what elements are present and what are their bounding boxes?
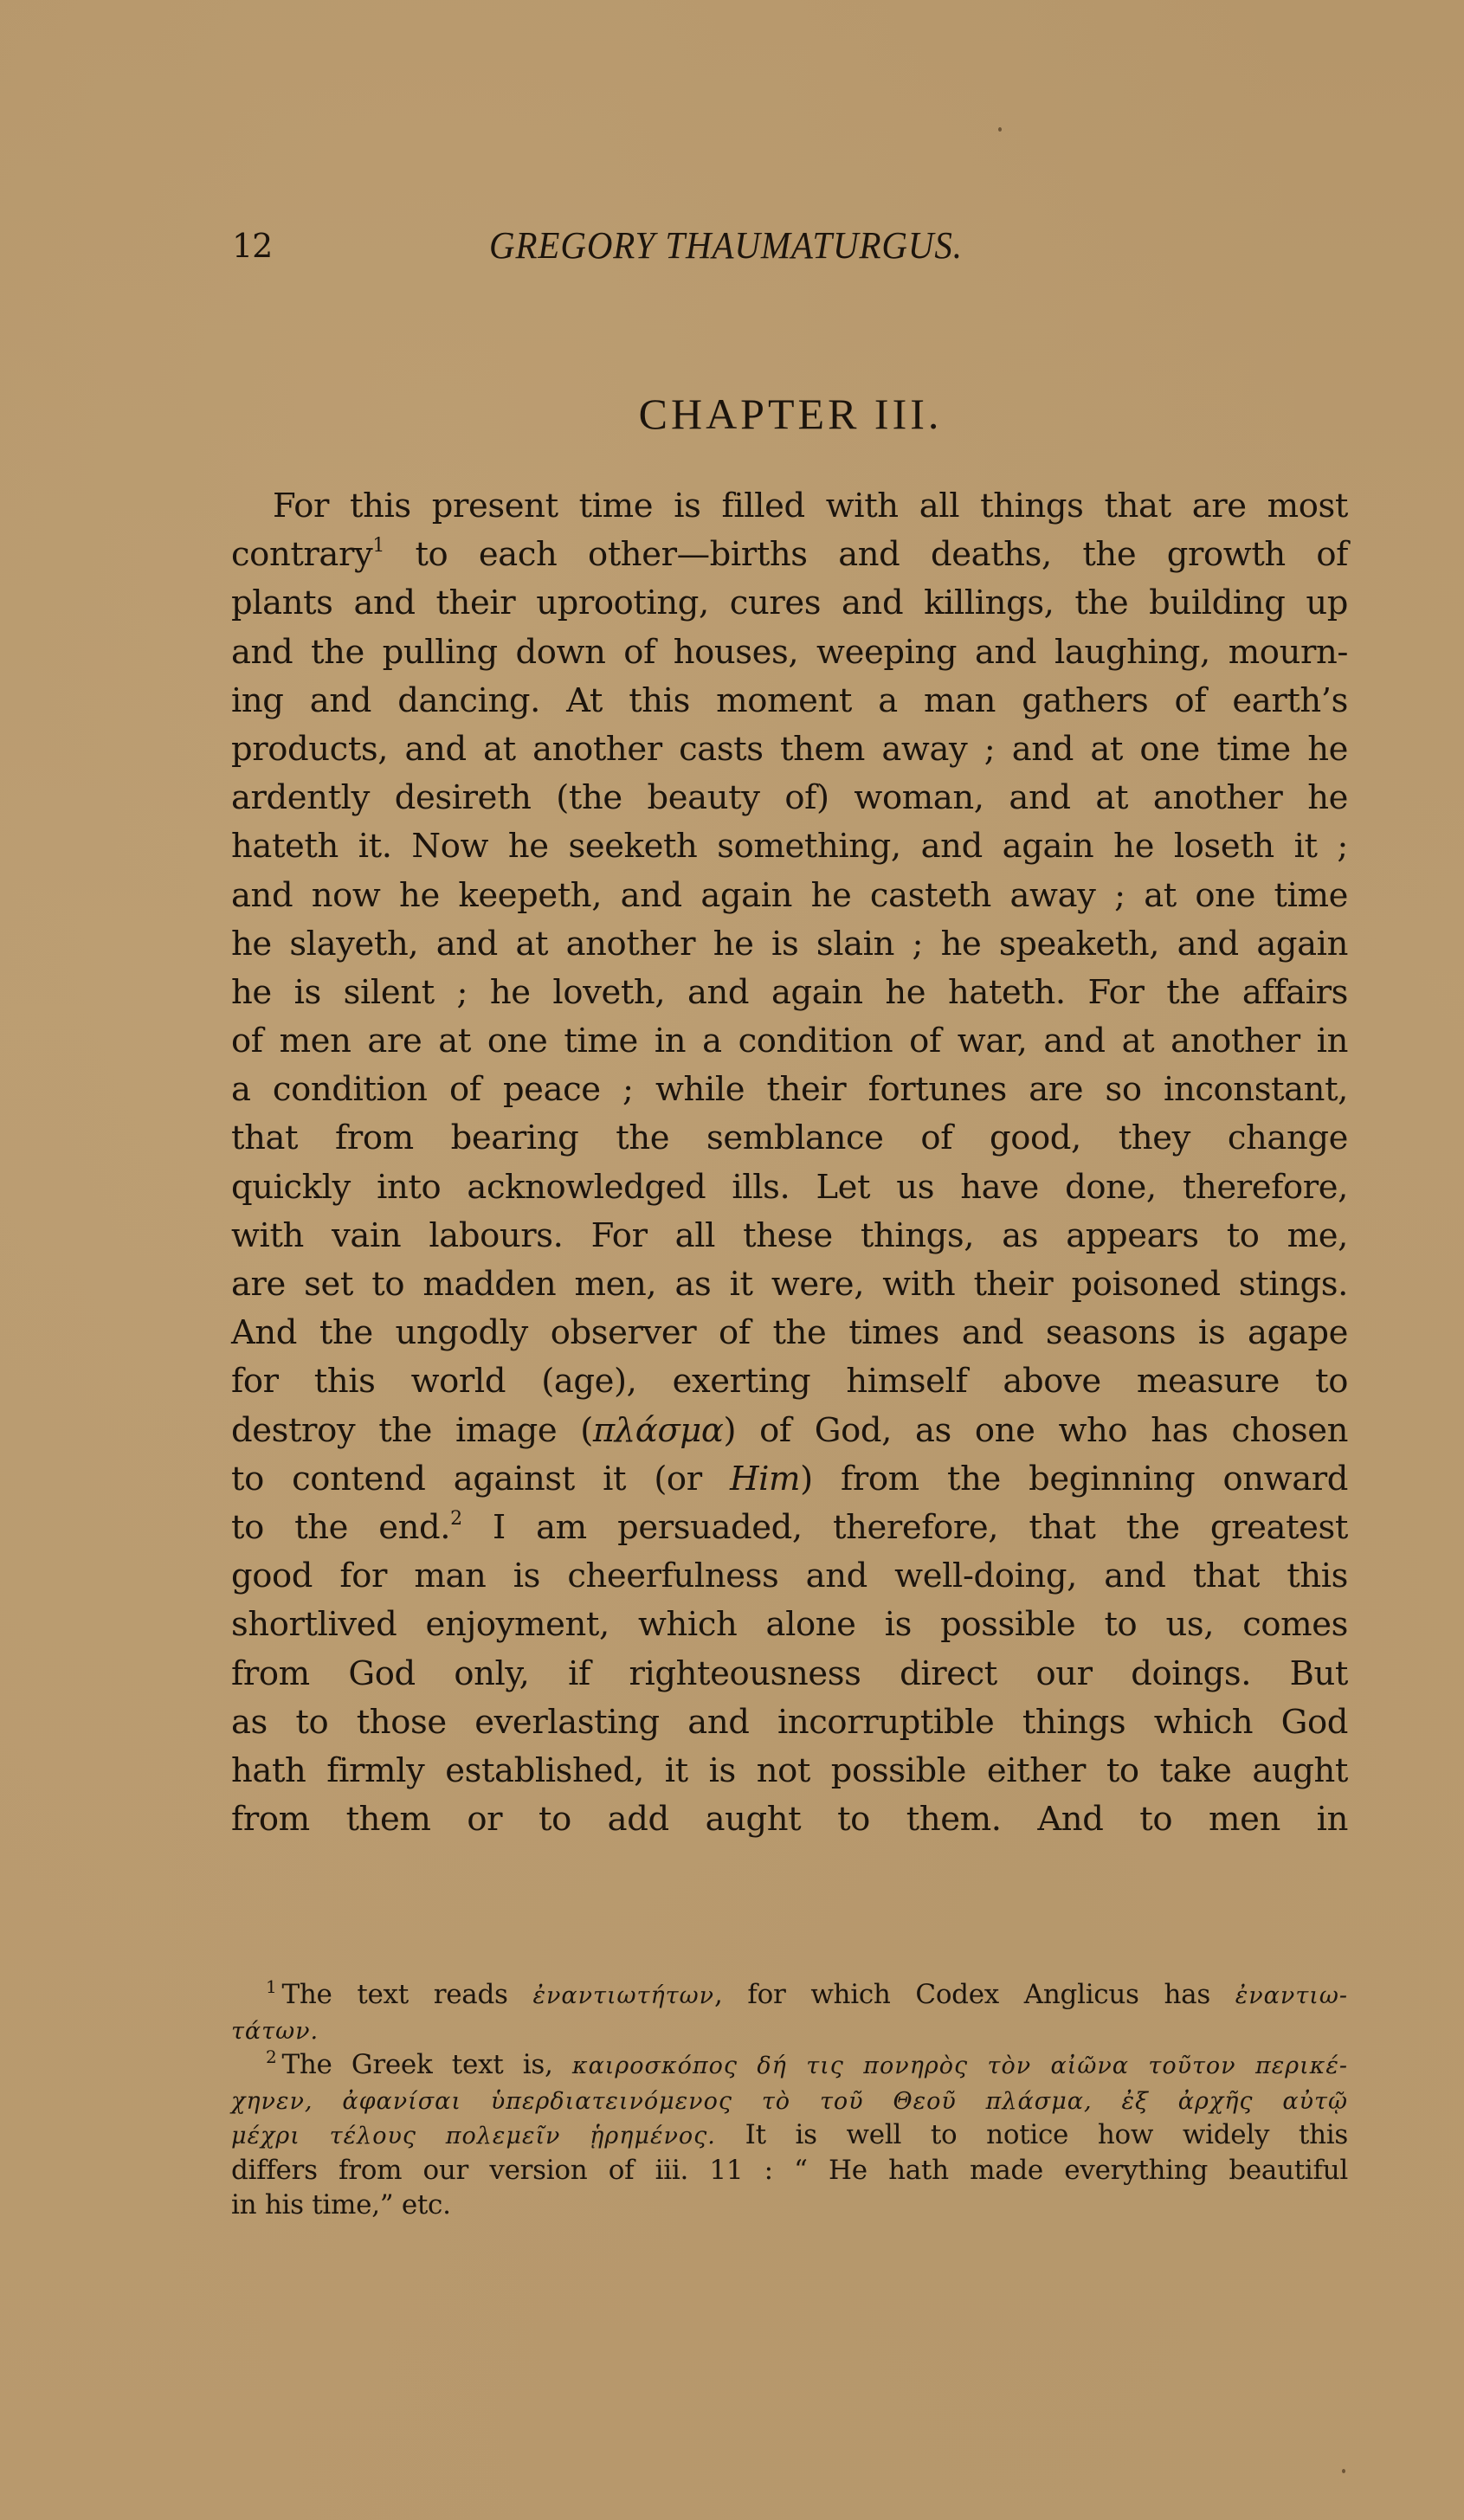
body-line <box>231 1114 1348 1163</box>
body-line <box>231 1017 1348 1066</box>
body-line <box>231 1212 1348 1260</box>
body-line <box>231 482 1348 531</box>
greek-word: τάτων. <box>231 2017 319 2045</box>
body-line <box>231 1357 1348 1406</box>
page-number: 12 <box>232 227 273 265</box>
body-line <box>231 1601 1348 1649</box>
body-line <box>231 1455 1348 1504</box>
running-title: GREGORY THAUMATURGUS. <box>489 224 963 267</box>
footnote-2-line <box>231 2188 1348 2223</box>
body-line <box>231 774 1348 822</box>
body-line <box>231 872 1348 920</box>
footnote-text: differs from our version of iii. 11 : “ He hath made everything beautiful <box>231 2154 1348 2186</box>
footnote-text: The Greek text is, <box>281 2049 572 2080</box>
body-line <box>231 628 1348 677</box>
footnote-text: The text reads <box>281 1979 533 2010</box>
body-line-text: to each other—births and deaths, the growth of <box>384 535 1348 575</box>
body-line-text: ardently desireth (the beauty of) woman, and at another he <box>231 778 1348 818</box>
greek-text: μέχρι τέλους πολεμεῖν ᾑρημένος. <box>231 2123 716 2149</box>
body-line-text: shortlived enjoyment, which alone is possible to us, comes <box>231 1605 1348 1645</box>
body-line-text: with vain labours. For all these things, as appears to me, <box>231 1215 1348 1255</box>
body-line-text: good for man is cheerfulness and well-doing, and that this <box>231 1556 1348 1596</box>
footnote-ref-1[interactable]: 1 <box>372 535 384 557</box>
body-line <box>231 579 1348 628</box>
footnotes <box>231 1977 1348 2223</box>
footnote-2-line <box>231 2117 1348 2153</box>
body-line <box>231 1795 1348 1844</box>
body-line-text: ) from the beginning onward <box>800 1459 1349 1498</box>
footnote-1-line <box>231 2013 1348 2048</box>
paper-speck <box>998 127 1002 132</box>
body-line-text: hath firmly established, it is not possible either to take aught <box>231 1750 1348 1790</box>
body-line-text: I am persuaded, therefore, that the greatest <box>461 1507 1348 1547</box>
greek-word: ἐναντιω- <box>1235 1982 1348 2009</box>
body-line <box>231 1504 1348 1552</box>
body-line-text: a condition of peace ; while their fortunes are so inconstant, <box>231 1070 1348 1110</box>
body-line-text: ing and dancing. At this moment a man gathers of earth’s <box>231 680 1348 720</box>
body-line-text: for this world (age), exerting himself above measure to <box>231 1362 1348 1402</box>
body-line-text: ) of God, as one who has chosen <box>723 1410 1348 1450</box>
body-line-text: as to those everlasting and incorruptible things which God <box>231 1702 1348 1742</box>
body-line-text: he slayeth, and at another he is slain ; he speaketh, and again <box>231 924 1348 964</box>
body-paragraph <box>231 482 1348 1844</box>
body-line <box>231 677 1348 725</box>
body-line <box>231 1407 1348 1455</box>
footnote-text: , for which Codex Anglicus has <box>714 1979 1235 2010</box>
body-line-text: quickly into acknowledged ills. Let us have done, therefore, <box>231 1167 1348 1207</box>
body-line <box>231 822 1348 871</box>
body-line-text: plants and their uprooting, cures and killings, the building up <box>231 583 1348 623</box>
body-line <box>231 1747 1348 1795</box>
body-line <box>231 920 1348 969</box>
body-line <box>231 1650 1348 1698</box>
body-line <box>231 531 1348 579</box>
footnote-text: in his time,” etc. <box>231 2189 451 2220</box>
footnote-ref-2[interactable]: 2 <box>450 1507 462 1530</box>
footnote-2-line <box>231 2083 1348 2118</box>
body-line-text: contrary <box>231 535 373 575</box>
greek-text: καιροσκόπος δή τις πονηρὸς τὸν αἰῶνα τοῦτον περικέ- <box>571 2053 1348 2079</box>
greek-word: ἐναντιωτήτων <box>532 1982 715 2009</box>
body-line <box>231 1163 1348 1212</box>
body-line-text: And the ungodly observer of the times and seasons is agape <box>231 1313 1348 1353</box>
paper-speck <box>1342 2469 1345 2473</box>
footnote-2-line <box>231 2153 1348 2188</box>
body-line-text: to the end. <box>231 1507 451 1547</box>
greek-text: χηνεν, ἀφανίσαι ὑπερδιατεινόμενος τὸ τοῦ Θεοῦ πλάσμα, ἐξ ἀρχῆς αὐτῷ <box>231 2087 1348 2115</box>
body-line-text: For this present time is filled with all things that are most <box>273 487 1348 525</box>
body-line-text: that from bearing the semblance of good, they change <box>231 1118 1348 1158</box>
greek-word: πλάσμα <box>592 1410 724 1450</box>
footnote-2-line <box>231 2047 1348 2083</box>
body-line-text: and the pulling down of houses, weeping and laughing, mourn- <box>231 632 1348 672</box>
body-line-text: from God only, if righteousness direct our doings. But <box>231 1653 1348 1693</box>
footnote-1-line <box>231 1977 1348 2013</box>
body-line <box>231 969 1348 1017</box>
body-line <box>231 1309 1348 1357</box>
chapter-title: CHAPTER III. <box>638 390 943 438</box>
body-line-text: are set to madden men, as it were, with their poisoned stings. <box>231 1265 1348 1304</box>
body-line <box>231 1066 1348 1114</box>
footnote-text: It is well to notice how widely this <box>715 2119 1348 2150</box>
body-line-text: of men are at one time in a condition of war, and at another in <box>231 1022 1348 1061</box>
body-line-text: and now he keepeth, and again he casteth away ; at one time <box>231 875 1348 915</box>
running-head <box>232 224 1349 267</box>
body-line-text: to contend against it (or <box>231 1459 730 1498</box>
body-line-text: from them or to add aught to them. And to men in <box>231 1800 1348 1840</box>
body-line-text: products, and at another casts them away ; and at one time he <box>231 729 1348 769</box>
body-line <box>231 725 1348 774</box>
italic-word: Him <box>729 1459 801 1498</box>
body-line-text: he is silent ; he loveth, and again he hateth. For the affairs <box>231 972 1348 1012</box>
body-line <box>231 1552 1348 1601</box>
footnote-marker-2: 2 <box>266 2046 277 2067</box>
body-line-text: hateth it. Now he seeketh something, and again he loseth it ; <box>231 827 1348 867</box>
footnote-marker-1: 1 <box>266 1976 277 1997</box>
body-line-text: destroy the image ( <box>231 1410 593 1450</box>
body-line <box>231 1698 1348 1747</box>
body-line <box>231 1260 1348 1309</box>
